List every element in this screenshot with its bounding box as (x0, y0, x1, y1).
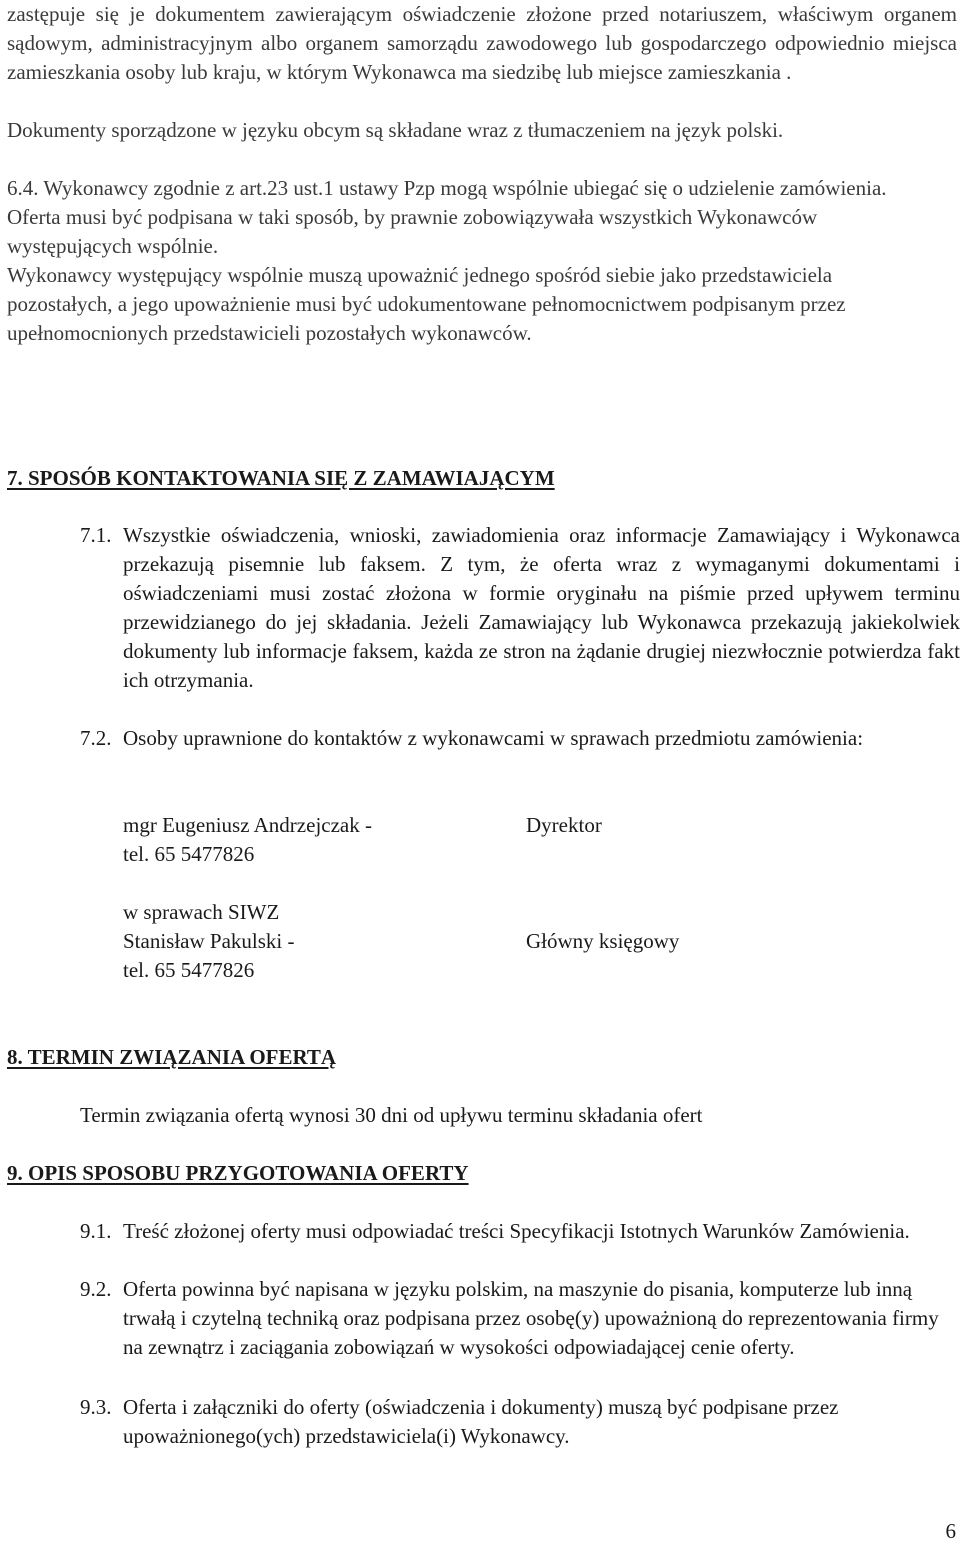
section-8-text: Termin związania ofertą wynosi 30 dni od upływu terminu składania ofert (80, 1103, 703, 1127)
paragraph-6-4-intro: 6.4. Wykonawcy zgodnie z art.23 ust.1 ustawy Pzp mogą wspólnie ubiegać się o udzielenie zamówienia. (7, 176, 887, 200)
section-8-heading: 8. TERMIN ZWIĄZANIA OFERTĄ (7, 1045, 337, 1069)
section-7-heading: 7. SPOSÓB KONTAKTOWANIA SIĘ Z ZAMAWIAJĄCYM (7, 466, 555, 490)
contact-2-name: Stanisław Pakulski - (123, 929, 295, 953)
item-9-2-text: Oferta powinna być napisana w języku polskim, na maszynie do pisania, komputerze lub inną trwałą i czytelną techniką oraz podpisana przez osobę(y) upoważnioną do reprezentowania firmy na zewnątrz i zaciągania zobowiązań w wysokości odpowiadającej cenie oferty. (123, 1277, 939, 1359)
contact-2-scope: w sprawach SIWZ (123, 900, 280, 924)
item-9-3-number: 9.3. (80, 1395, 112, 1419)
contact-1-phone: tel. 65 5477826 (123, 842, 255, 866)
paragraph-6-4-signature: Oferta musi być podpisana w taki sposób, by prawnie zobowiązywała wszystkich Wykonawców występujących wspólnie. (7, 205, 818, 258)
item-7-1-text: Wszystkie oświadczenia, wnioski, zawiadomienia oraz informacje Zamawiający i Wykonawca przekazują pisemnie lub faksem. Z tym, że oferta wraz z wymaganymi dokumentami i oświadczeniami musi zostać złożona w formie oryginału na piśmie przed upływem terminu przewidzianego do jej składania. Jeżeli Zamawiający lub Wykonawca przekazują jakiekolwiek dokumenty lub informacje faksem, każda ze stron na żądanie drugiej niezwłocznie potwierdza fakt ich otrzymania. (123, 523, 960, 692)
item-9-2-number: 9.2. (80, 1277, 112, 1301)
top-paragraph: zastępuje się je dokumentem zawierającym oświadczenie złożone przed notariuszem, właściwym organem sądowym, administracyjnym albo organem samorządu zawodowego lub gospodarczego odpowiednio miejsca zamieszkania osoby lub kraju, w którym Wykonawca ma siedzibę lub miejsce zamieszkania . (7, 2, 957, 84)
item-7-2-text: Osoby uprawnione do kontaktów z wykonawcami w sprawach przedmiotu zamówienia: (123, 726, 864, 750)
contact-2-phone: tel. 65 5477826 (123, 958, 255, 982)
contact-1-role: Dyrektor (526, 813, 602, 837)
page-number: 6 (945, 1519, 956, 1543)
contact-2-role: Główny księgowy (526, 929, 680, 953)
translation-note: Dokumenty sporządzone w języku obcym są składane wraz z tłumaczeniem na język polski. (7, 118, 784, 142)
contact-1-name: mgr Eugeniusz Andrzejczak - (123, 813, 372, 837)
paragraph-6-4-representative: Wykonawcy występujący wspólnie muszą upoważnić jednego spośród siebie jako przedstawiciela pozostałych, a jego upoważnienie musi być udokumentowane pełnomocnictwem podpisanym przez upełnomocnionych przedstawicieli pozostałych wykonawców. (7, 263, 846, 345)
item-7-2-number: 7.2. (80, 726, 112, 750)
item-9-1-number: 9.1. (80, 1219, 112, 1243)
item-7-1-number: 7.1. (80, 523, 112, 547)
item-9-1-text: Treść złożonej oferty musi odpowiadać treści Specyfikacji Istotnych Warunków Zamówienia. (123, 1219, 910, 1243)
item-9-3-text: Oferta i załączniki do oferty (oświadczenia i dokumenty) muszą być podpisane przez upoważnionego(ych) przedstawiciela(i) Wykonawcy. (123, 1395, 839, 1448)
section-9-heading: 9. OPIS SPOSOBU PRZYGOTOWANIA OFERTY (7, 1161, 469, 1185)
